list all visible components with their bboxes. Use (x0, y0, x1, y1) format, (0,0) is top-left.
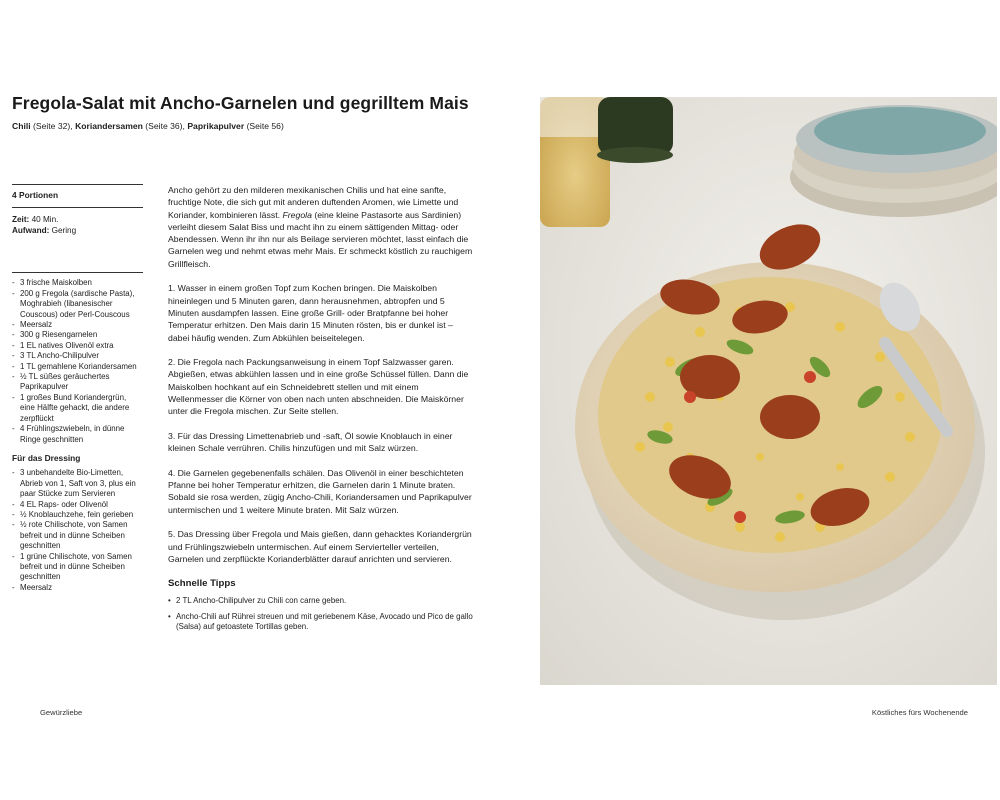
spice-references (12, 121, 284, 131)
recipe-meta (12, 214, 143, 236)
tips-list (168, 596, 475, 633)
spice-ref-name: Paprikapulver (187, 121, 245, 131)
ingredient-item: - 3 TL Ancho-Chilipulver (12, 351, 143, 361)
intro-italic: Fregola (282, 209, 312, 220)
ingredient-item: - 1 EL natives Olivenöl extra (12, 341, 143, 351)
ingredients-sidebar (12, 184, 143, 593)
dressing-item: - 1 grüne Chilischote, von Samen befreit und in dünne Scheiben geschnitten (12, 552, 143, 583)
ingredient-item: - 1 großes Bund Koriandergrün, eine Hälfte gehackt, die andere zerpflückt (12, 393, 143, 424)
effort-label: Aufwand: (12, 226, 50, 236)
tip-item: • Ancho-Chili auf Rührei streuen und mit geriebenem Käse, Avocado und Pico de gallo (Salsa) auf getoastete Tortillas geben. (168, 612, 475, 634)
dressing-item: - Meersalz (12, 583, 143, 593)
spice-ref-page: (Seite 32), (33, 121, 73, 131)
time-value: 40 Min. (31, 215, 59, 225)
dressing-item: - 4 EL Raps- oder Olivenöl (12, 500, 143, 510)
effort-value: Gering (51, 226, 77, 236)
ingredient-item: - 4 Frühlingszwiebeln, in dünne Ringe geschnitten (12, 424, 143, 445)
dressing-item: - ½ Knoblauchzehe, fein gerieben (12, 510, 143, 520)
spice-ref-name: Koriandersamen (75, 121, 143, 131)
divider (12, 272, 143, 273)
ingredient-item: - Meersalz (12, 320, 143, 330)
intro-paragraph (168, 184, 475, 270)
method-step: 1. Wasser in einem großen Topf zum Kochen bringen. Die Maiskolben hineinlegen und 5 Minuten garen, dann herausnehmen, abtropfen und 5 Minuten ausdampfen lassen. Eine große Grill- oder Bratpfanne bei hoher Temperatur erhitzen. Den Mais darin 15 Minuten rösten, bis er dunkel ist – dabei häufig wenden. Zum Abkühlen beiseitelegen. (168, 283, 453, 343)
plates-icon (790, 105, 997, 217)
recipe-title: Fregola-Salat mit Ancho-Garnelen und gegrilltem Mais (12, 93, 469, 113)
ingredient-item: - 3 frische Maiskolben (12, 278, 143, 288)
method-step: 2. Die Fregola nach Packungsanweisung in einem Topf Salzwasser garen. Abgießen, etwas abkühlen lassen und in eine große Schüssel füllen. Dann die Maiskolben hochkant auf ein Schneidebrett stellen und mit einem Wellenmesser die Körner von oben nach unten abschneiden. Die Maiskörner unter die Fregola mischen. Zur Seite stellen. (168, 357, 469, 417)
tips-heading: Schnelle Tipps (168, 577, 236, 589)
footer-chapter-title: Köstliches fürs Wochenende (871, 708, 968, 717)
ingredient-item: - 300 g Riesengarnelen (12, 330, 143, 340)
divider (12, 184, 143, 185)
dressing-item: - ½ rote Chilischote, von Samen befreit und in dünne Scheiben geschnitten (12, 520, 143, 551)
ingredient-item: - 200 g Fregola (sardische Pasta), Moghrabieh (libanesischer Couscous) oder Perl-Couscous (12, 289, 143, 320)
intro-text: (eine kleine Pastasorte aus Sardinien) verleiht diesem Salat Biss und macht ihn zu einem sättigenden Mittag- oder Abendessen. Wenn ihr ihn nur als Beilage servieren möchtet, lasst einfach die Garnelen weg und nehmt etwas mehr Mais. Er schmeckt köstlich zu rauchigem Grillfleisch. (168, 209, 473, 269)
method-step: 3. Für das Dressing Limettenabrieb und -saft, Öl sowie Knoblauch in einer kleinen Schale verrühren. Chilis hinzufügen und mit Salz würzen. (168, 430, 453, 454)
time-label: Zeit: (12, 215, 30, 225)
footer-book-title: Gewürzliebe (40, 708, 83, 717)
method-step: 5. Das Dressing über Fregola und Mais gießen, dann gehacktes Koriandergrün und Frühlingszwiebeln untermischen. Auf einem Servierteller verteilen, Garnelen und zerpflückte Korianderblätter darauf anrichten und servieren. (168, 529, 472, 564)
ingredient-item: - ½ TL süßes geräuchertes Paprikapulver (12, 372, 143, 393)
ingredient-list (12, 278, 143, 445)
tip-item: • 2 TL Ancho-Chilipulver zu Chili con carne geben. (168, 596, 475, 607)
portions: 4 Portionen (12, 190, 59, 200)
spice-ref-page: (Seite 56) (246, 121, 284, 131)
dish-photo (540, 97, 997, 685)
dressing-item: - 3 unbehandelte Bio-Limetten, Abrieb von 1, Saft von 3, plus ein paar Stücke zum Servieren (12, 468, 143, 499)
method-step: 4. Die Garnelen gegebenenfalls schälen. Das Olivenöl in einer beschichteten Pfanne bei hoher Temperatur erhitzen, die Garnelen darin 1 Minute braten. Sobald sie rosa werden, zügig Ancho-Chili, Koriandersamen und Paprikapulver untermischen und 1 weitere Minute braten. Mit Salz würzen. (168, 467, 472, 515)
time-row (12, 214, 143, 225)
divider (12, 207, 143, 208)
dressing-list (12, 468, 143, 593)
dressing-heading: Für das Dressing (12, 452, 81, 463)
effort-row (12, 225, 143, 236)
dish-photo-illustration (540, 97, 997, 685)
ingredient-item: - 1 TL gemahlene Koriandersamen (12, 362, 143, 372)
intro-text: Ancho gehört zu den milderen mexikanischen Chilis und hat eine sanfte, fruchtige Note, die sich gut mit anderen duftenden Aromen, wie Limette und Koriander, kombinieren lässt. (168, 185, 459, 220)
bottle-icon (597, 97, 673, 163)
method-column (168, 184, 475, 638)
spice-ref-page: (Seite 36), (145, 121, 185, 131)
spice-ref-name: Chili (12, 121, 31, 131)
